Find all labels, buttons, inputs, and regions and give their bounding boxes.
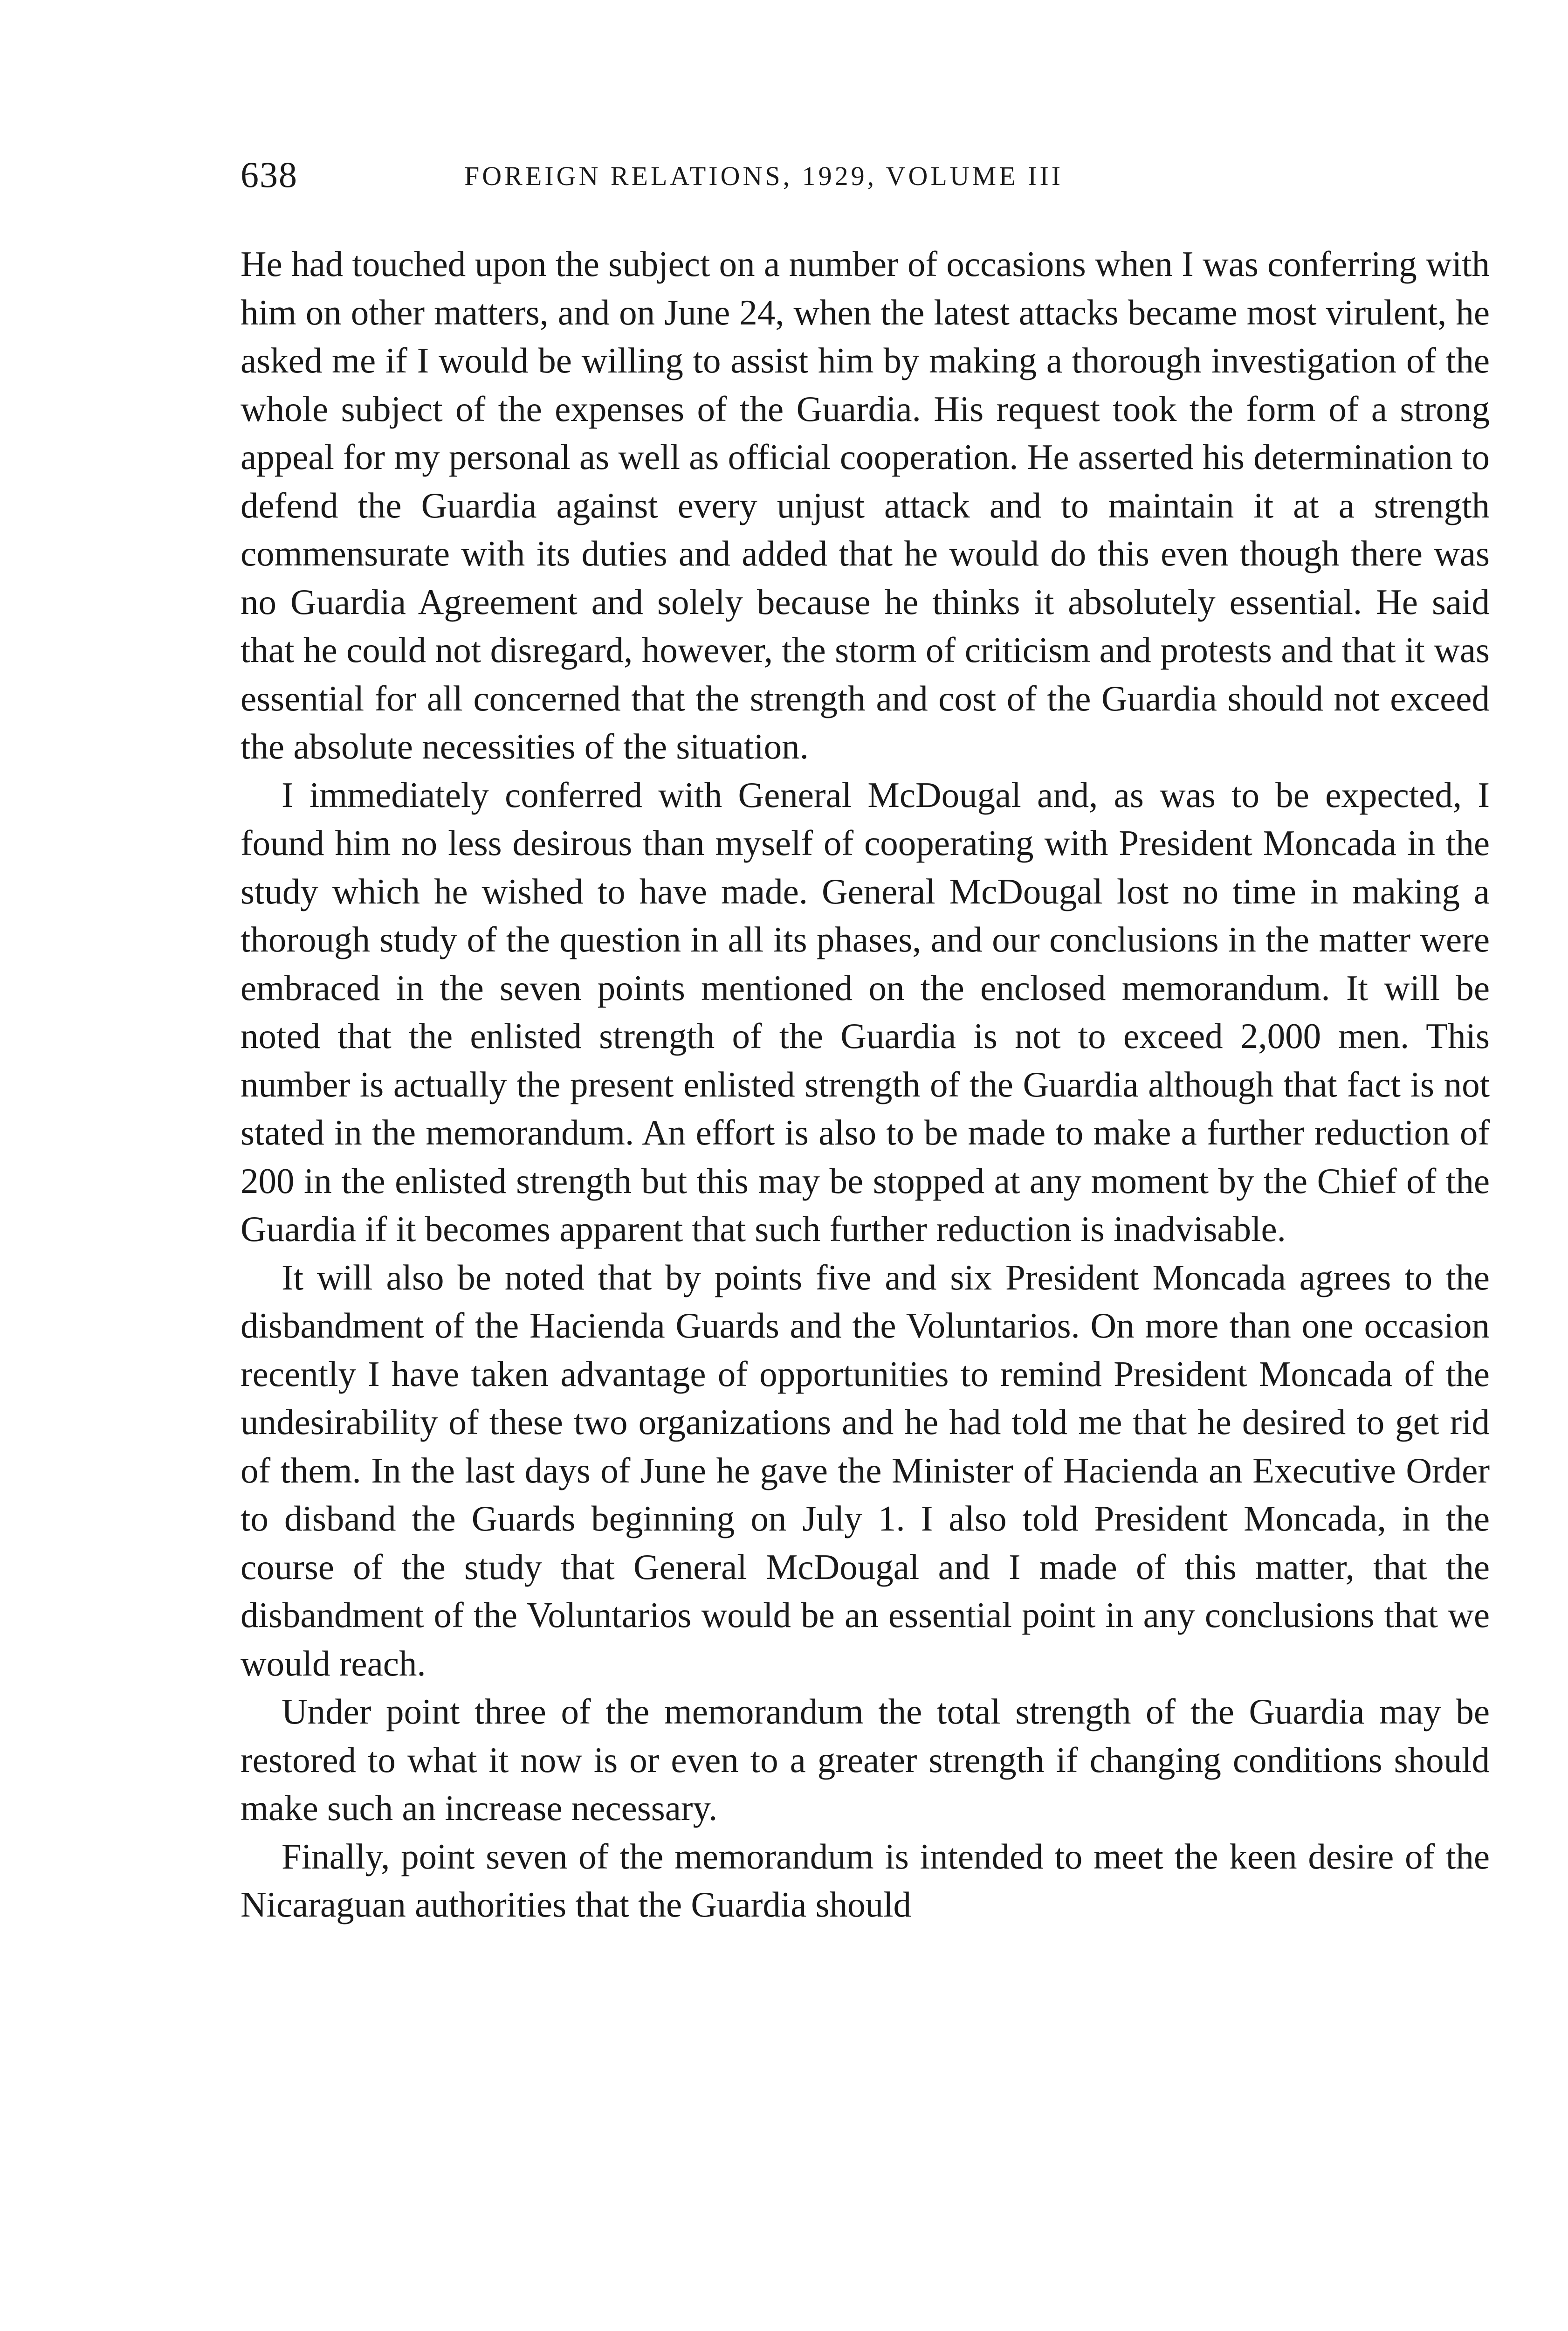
paragraph-1: He had touched upon the subject on a number of occasions when I was conferring with him on other matters, and on June 24, when the latest attacks became most virulent, he asked me if I would be willing to assist him by making a thorough investigation of the whole subject of the expenses of the Guardia. His request took the form of a strong appeal for my personal as well as official cooperation. He asserted his determination to defend the Guardia against every unjust attack and to maintain it at a strength commensurate with its duties and added that he would do this even though there was no Guardia Agreement and solely because he thinks it absolutely essential. He said that he could not disregard, however, the storm of criticism and protests and that it was essential for all concerned that the strength and cost of the Guardia should not exceed the absolute necessities of the situation. bbox=[241, 244, 1490, 766]
paragraph-4: Under point three of the memorandum the total strength of the Guardia may be restored to what it now is or even to a greater strength if changing conditions should make such an increase necessary. bbox=[241, 1691, 1490, 1828]
paragraph-2: I immediately conferred with General McDougal and, as was to be expected, I found him no less desirous than myself of cooperating with President Moncada in the study which he wished to have made. General McDougal lost no time in making a thorough study of the question in all its phases, and our conclusions in the matter were embraced in the seven points mentioned on the enclosed memorandum. It will be noted that the enlisted strength of the Guardia is not to exceed 2,000 men. This number is actually the present enlisted strength of the Guardia although that fact is not stated in the memorandum. An effort is also to be made to make a further reduction of 200 in the enlisted strength but this may be stopped at any moment by the Chief of the Guardia if it becomes apparent that such further reduction is inadvisable. bbox=[241, 774, 1490, 1249]
page-header bbox=[241, 154, 1490, 205]
page-number: 638 bbox=[241, 154, 298, 195]
paragraph-5: Finally, point seven of the memorandum is intended to meet the keen desire of the Nicaraguan authorities that the Guardia should bbox=[241, 1836, 1490, 1924]
body-text bbox=[241, 240, 1490, 1929]
running-title: FOREIGN RELATIONS, 1929, VOLUME III bbox=[464, 161, 1064, 191]
paragraph-3: It will also be noted that by points five and six President Moncada agrees to the disbandment of the Hacienda Guards and the Voluntarios. On more than one occasion recently I have taken advantage of opportunities to remind President Moncada of the undesirability of these two organizations and he had told me that he desired to get rid of them. In the last days of June he gave the Minister of Hacienda an Executive Order to disband the Guards beginning on July 1. I also told President Moncada, in the course of the study that General McDougal and I made of this matter, that the disbandment of the Voluntarios would be an essential point in any conclusions that we would reach. bbox=[241, 1257, 1490, 1683]
